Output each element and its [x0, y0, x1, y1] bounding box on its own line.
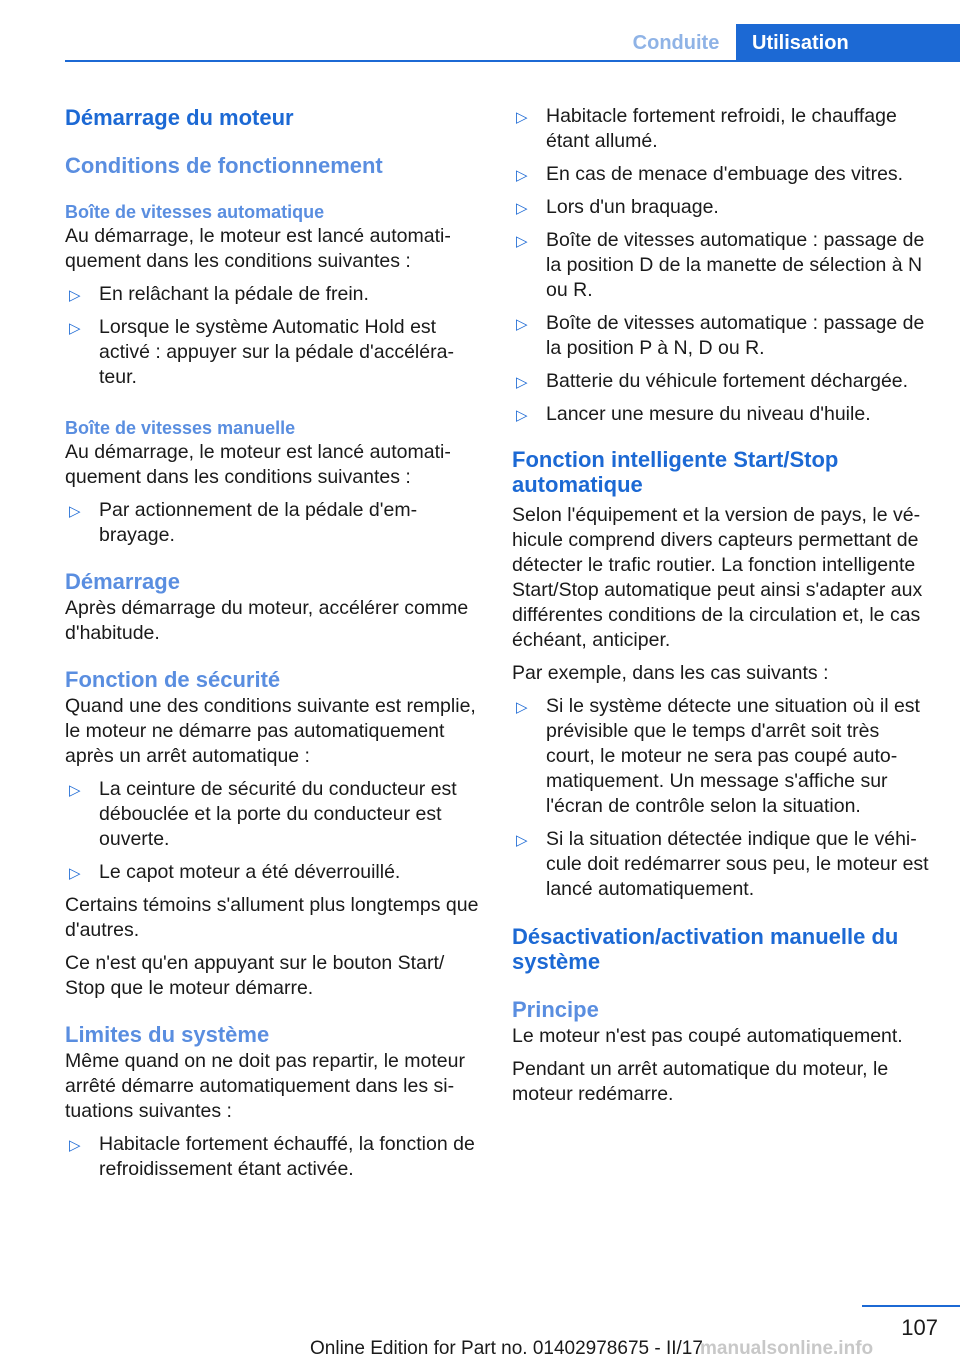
footer-rule: [862, 1305, 960, 1307]
paragraph-demarrage: Après démarrage du moteur, accélérer comme d'habitude.: [65, 597, 469, 644]
list-item: ▷ Boîte de vitesses automatique : passage de la position D de la manette de sélection à N ou R.: [516, 229, 925, 301]
triangle-right-icon: ▷: [69, 503, 81, 520]
heading-principe: Principe: [512, 997, 599, 1022]
heading-conditions: Conditions de fonctionnement: [65, 153, 383, 178]
list-item: ▷ Si le système détecte une situation où il est prévisible que le temps d'arrêt soit très court, le moteur ne sera pas coupé automatiquement. Un message s'affiche sur l'écran de contrôle selon la situation.: [516, 695, 920, 817]
watermark: manualsonline.info: [700, 1338, 874, 1359]
list-exemple: [512, 694, 930, 902]
list-item: ▷ Si la situation détectée indique que le véhicule doit redémarrer sous peu, le moteur est lancé automatiquement.: [516, 828, 929, 900]
triangle-right-icon: ▷: [516, 374, 528, 391]
heading-boite-auto: Boîte de vitesses automatique: [65, 202, 325, 222]
list-item: ▷ En cas de menace d'embuage des vitres.: [512, 162, 930, 187]
paragraph-manuelle: Au démarrage, le moteur est lancé automatiquement dans les conditions suivantes :: [65, 441, 451, 488]
paragraph-fonction: Selon l'équipement et la version de pays, le véhicule comprend divers capteurs permettant de détecter le trafic routier. La fonction intelligente Start/Stop automatique peut ainsi s'adapter aux différentes conditions de la circulation et, le cas échéant, anticiper.: [512, 504, 923, 651]
paragraph-limites: Même quand on ne doit pas repartir, le moteur arrêté démarre automatiquement dans les situations suivantes :: [65, 1050, 465, 1122]
paragraph-auto: Au démarrage, le moteur est lancé automatiquement dans les conditions suivantes :: [65, 225, 451, 272]
heading-demarrage-moteur: Démarrage du moteur: [65, 105, 294, 130]
paragraph-exemple: Par exemple, dans les cas suivants :: [512, 662, 829, 684]
paragraph-principe-1: Le moteur n'est pas coupé automatiquement.: [512, 1025, 903, 1047]
page-number: 107: [901, 1315, 938, 1340]
right-column: [512, 100, 930, 1107]
heading-fonction-start-stop: Fonction intelligente Start/Stop automatique: [512, 447, 839, 497]
list-item: ▷ Batterie du véhicule fortement déchargée.: [512, 369, 930, 394]
left-column: [65, 100, 480, 1182]
heading-desactivation: Désactivation/activation manuelle du système: [512, 924, 899, 974]
tab-utilisation[interactable]: Utilisation: [736, 24, 960, 62]
triangle-right-icon: ▷: [516, 167, 528, 184]
triangle-right-icon: ▷: [516, 316, 528, 333]
list-item: ▷ Habitacle fortement refroidi, le chauffage étant allumé.: [516, 105, 897, 152]
list-securite: [65, 777, 480, 885]
heading-securite: Fonction de sécurité: [65, 667, 281, 692]
list-auto: [65, 282, 480, 390]
header-rule: [65, 60, 960, 62]
list-item: ▷ En relâchant la pédale de frein.: [65, 282, 480, 307]
triangle-right-icon: ▷: [69, 782, 81, 799]
heading-limites: Limites du système: [65, 1022, 270, 1047]
triangle-right-icon: ▷: [516, 407, 528, 424]
list-item: ▷ Lancer une mesure du niveau d'huile.: [512, 402, 930, 427]
list-item: ▷ Par actionnement de la pédale d'embrayage.: [69, 499, 418, 546]
paragraph-temoins: Certains témoins s'allument plus longtemps que d'autres.: [65, 894, 479, 941]
tab-conduite[interactable]: Conduite: [632, 32, 720, 54]
triangle-right-icon: ▷: [69, 1137, 81, 1154]
triangle-right-icon: ▷: [516, 200, 528, 217]
footer-edition: Online Edition for Part no. 01402978675 - II/17: [310, 1338, 703, 1359]
triangle-right-icon: ▷: [516, 832, 528, 849]
triangle-right-icon: ▷: [69, 865, 81, 882]
list-item: ▷ Lorsque le système Automatic Hold est activé : appuyer sur la pédale d'accélérateur.: [69, 316, 454, 388]
paragraph-principe-2: Pendant un arrêt automatique du moteur, le moteur redémarre.: [512, 1058, 889, 1105]
list-item: ▷ Boîte de vitesses automatique : passage de la position P à N, D ou R.: [516, 312, 925, 359]
triangle-right-icon: ▷: [516, 699, 528, 716]
heading-demarrage: Démarrage: [65, 569, 180, 594]
paragraph-bouton: Ce n'est qu'en appuyant sur le bouton Start/ Stop que le moteur démarre.: [65, 952, 445, 999]
list-item: ▷ Le capot moteur a été déverrouillé.: [65, 860, 480, 885]
triangle-right-icon: ▷: [69, 320, 81, 337]
list-limites: [65, 1132, 480, 1182]
triangle-right-icon: ▷: [516, 233, 528, 250]
list-item: ▷ Habitacle fortement échauffé, la fonction de refroidissement étant activée.: [69, 1133, 475, 1180]
triangle-right-icon: ▷: [69, 287, 81, 304]
list-limites-cont: [512, 104, 930, 427]
paragraph-securite: Quand une des conditions suivante est remplie, le moteur ne démarre pas automatiquement après un arrêt automatique :: [65, 695, 476, 767]
list-item: ▷ La ceinture de sécurité du conducteur est débouclée et la porte du conducteur est ouverte.: [69, 778, 457, 850]
triangle-right-icon: ▷: [516, 109, 528, 126]
list-manuelle: [65, 498, 480, 548]
heading-boite-manuelle: Boîte de vitesses manuelle: [65, 418, 296, 438]
list-item: ▷ Lors d'un braquage.: [512, 195, 930, 220]
